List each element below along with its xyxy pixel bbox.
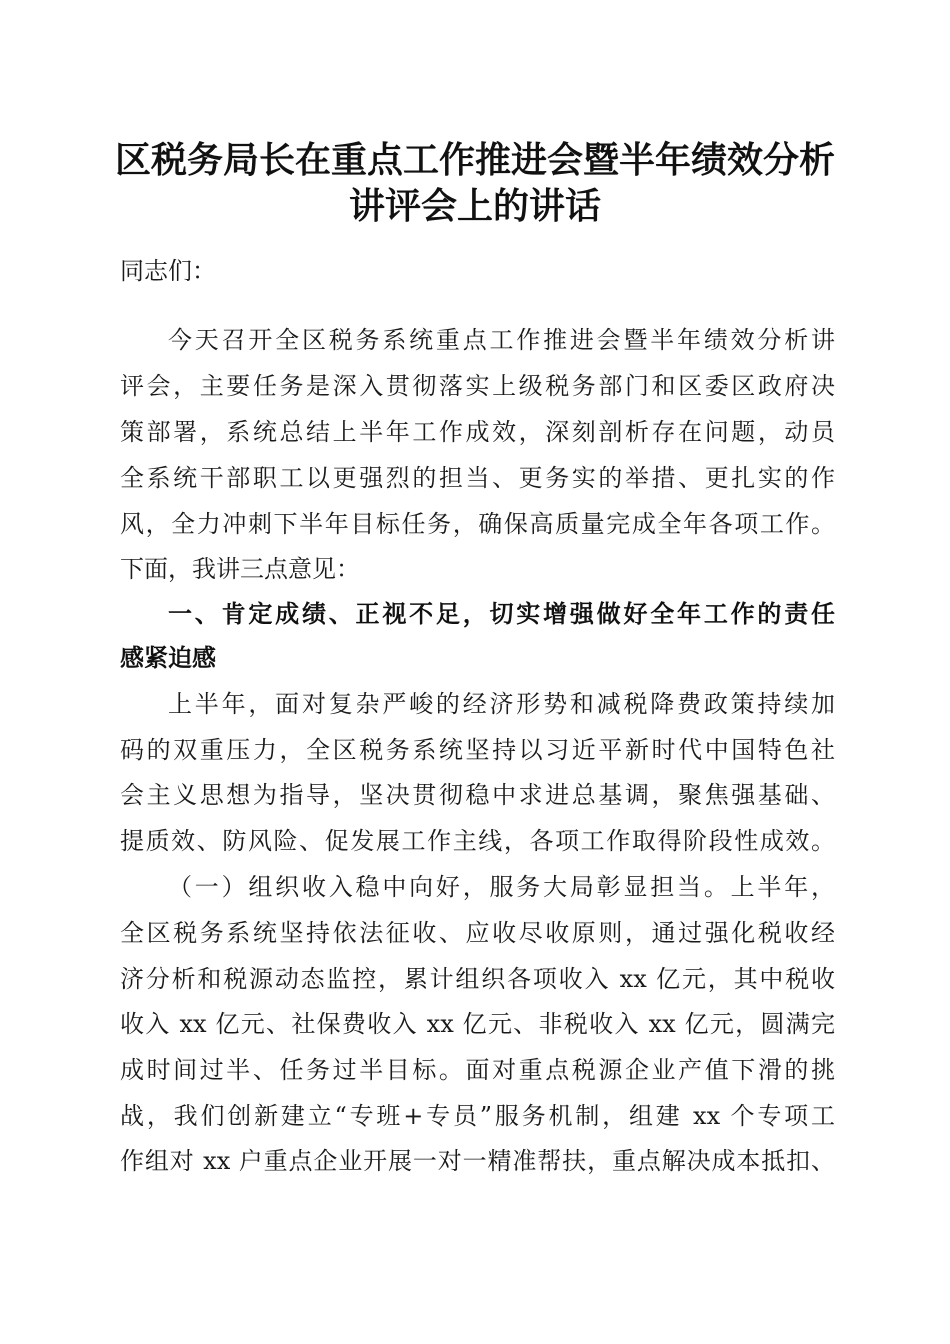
paragraph-line: 上半年，面对复杂严峻的经济形势和减税降费政策持续加 (168, 690, 835, 718)
section-heading-line: 一、肯定成绩、正视不足，切实增强做好全年工作的责任 (168, 599, 835, 628)
document-title-line-1: 区税务局长在重点工作推进会暨半年绩效分析 (114, 139, 835, 181)
subsection-line: 全区税务系统坚持依法征收、应收尽收原则，通过强化税收经 (120, 919, 835, 947)
subsection-line: 战，我们创新建立“专班+专员”服务机制，组建 xx 个专项工 (120, 1102, 835, 1130)
intro-line: 评会，主要任务是深入贯彻落实上级税务部门和区委区政府决 (120, 372, 835, 400)
subsection-line: 作组对 xx 户重点企业开展一对一精准帮扶，重点解决成本抵扣、 (120, 1147, 835, 1175)
intro-line: 策部署，系统总结上半年工作成效，深刻剖析存在问题，动员 (120, 418, 835, 446)
salutation: 同志们： (120, 257, 216, 285)
subsection-line: 济分析和税源动态监控，累计组织各项收入 xx 亿元，其中税收 (120, 965, 835, 993)
paragraph-line: 会主义思想为指导，坚决贯彻稳中求进总基调，聚焦强基础、 (120, 781, 835, 809)
intro-line: 风，全力冲刺下半年目标任务，确保高质量完成全年各项工作。 (120, 510, 835, 538)
subsection-line: （一）组织收入稳中向好，服务大局彰显担当。上半年， (168, 873, 835, 901)
document-title-line-2: 讲评会上的讲话 (348, 185, 601, 227)
intro-line: 全系统干部职工以更强烈的担当、更务实的举措、更扎实的作 (120, 464, 835, 492)
intro-line: 今天召开全区税务系统重点工作推进会暨半年绩效分析讲 (168, 326, 835, 354)
paragraph-line: 码的双重压力，全区税务系统坚持以习近平新时代中国特色社 (120, 736, 835, 764)
subsection-line: 成时间过半、任务过半目标。面对重点税源企业产值下滑的挑 (120, 1056, 835, 1084)
paragraph-line: 提质效、防风险、促发展工作主线，各项工作取得阶段性成效。 (120, 827, 835, 855)
intro-line: 下面，我讲三点意见： (120, 555, 360, 583)
section-heading-line: 感紧迫感 (120, 643, 216, 672)
subsection-line: 收入 xx 亿元、社保费收入 xx 亿元、非税收入 xx 亿元，圆满完 (120, 1010, 835, 1038)
